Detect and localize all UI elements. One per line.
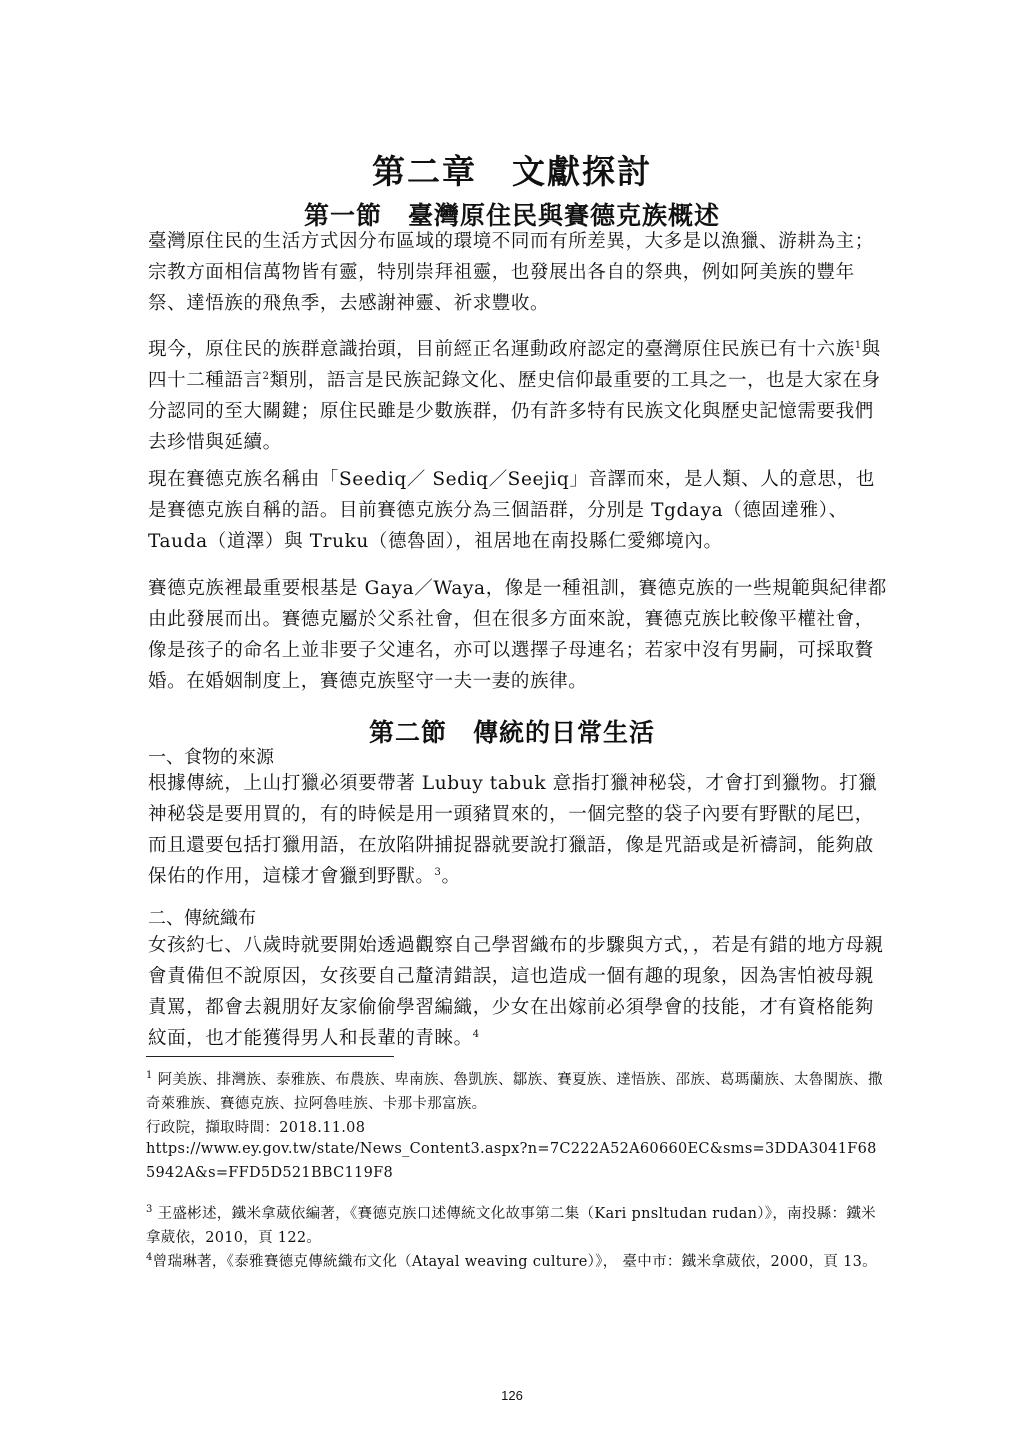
paragraph-text: 女孩約七、八歲時就要開始透過觀察自己學習織布的步驟與方式，，若是有錯的地方母親會責備但不說原因，女孩要自己釐清錯誤，這也造成一個有趣的現象，因為害怕被母親責罵，都會去親朋好友家偷偷學習編織，少女在出嫁前必須學會的技能，才有資格能夠紋面，也才能獲得男人和長輩的青睞。 bbox=[148, 935, 884, 1049]
section-1-title: 第一節 臺灣原住民與賽德克族概述 bbox=[303, 201, 720, 230]
paragraph-text: 根據傳統，上山打獵必須要帶著 Lubuy tabuk 意指打獵神秘袋，才會打到獵物。打獵神秘袋是要用買的，有的時候是用一頭豬買來的，一個完整的袋子內要有野獸的尾巴，而且還要包括打獵用語，在放陷阱捕捉器就要說打獵語，像是咒語或是祈禱詞，能夠啟保佑的作用，這樣才會獵到野獸。 bbox=[148, 773, 878, 887]
section-1-paragraph-1: 臺灣原住民的生活方式因分布區域的環境不同而有所差異，大多是以漁獵、游耕為主；宗教方面相信萬物皆有靈，特別崇拜祖靈，也發展出各自的祭典，例如阿美族的豐年祭、達悟族的飛魚季，去感謝神靈、祈求豐收。 bbox=[148, 231, 874, 314]
section-1-paragraph-3: 現在賽德克族名稱由「Seediq／ Sediq／Seejiq」音譯而來，是人類、人的意思，也是賽德克族自稱的語。目前賽德克族分為三個語群，分別是 Tgdaya（德固達雅）、Tauda（道澤）與 Truku（德魯固），祖居地在南投縣仁愛鄉境內。 bbox=[148, 469, 875, 552]
footnote-divider bbox=[146, 1056, 394, 1057]
footnote-ref-3: 3 bbox=[434, 866, 442, 878]
footnote-mark: 3 bbox=[146, 1204, 153, 1216]
footnote-ref-1: 1 bbox=[854, 339, 862, 351]
page-number: 126 bbox=[501, 1388, 523, 1403]
subheading-weaving: 二、傳統織布 bbox=[148, 908, 256, 929]
footnote-mark: 1 bbox=[146, 1070, 153, 1082]
footnote-mark: 4 bbox=[146, 1252, 153, 1264]
footnote-1-url[interactable]: https://www.ey.gov.tw/state/News_Content3.aspx?n=7C222A52A60660EC&sms=3DDA3041F685942A&s=FFD5D521BBC119F8 bbox=[146, 1141, 877, 1181]
footnote-1 bbox=[146, 1068, 886, 1116]
footnote-3 bbox=[146, 1202, 886, 1250]
section-2-title: 第二節 傳統的日常生活 bbox=[368, 718, 655, 747]
footnote-ref-4: 4 bbox=[472, 1028, 480, 1040]
paragraph-text: 。 bbox=[441, 866, 461, 887]
section-2-paragraph-2 bbox=[148, 930, 888, 1054]
footnote-ref-2: 2 bbox=[262, 370, 270, 382]
paragraph-text: 與四十二種語言 bbox=[148, 339, 881, 391]
footnote-text: 曾瑞琳著，《泰雅賽德克傳統織布文化（Atayal weaving culture）》， 臺中市：鐵米拿葳依，2000，頁 13。 bbox=[152, 1254, 877, 1270]
footnote-4 bbox=[146, 1250, 886, 1274]
footnote-1-source: 行政院，擷取時間：2018.11.08 bbox=[146, 1120, 366, 1136]
footnote-text: 王盛彬述，鐵米拿葳依編著，《賽德克族口述傳統文化故事第二集（Kari pnsltudan rudan）》，南投縣：鐵米拿葳依，2010，頁 122。 bbox=[146, 1206, 876, 1246]
paragraph-text: 現今，原住民的族群意識抬頭，目前經正名運動政府認定的臺灣原住民族已有十六族 bbox=[148, 339, 855, 360]
paragraph-text: 類別，語言是民族記錄文化、歷史信仰最重要的工具之一，也是大家在身分認同的至大關鍵；原住民雖是少數族群，仍有許多特有民族文化與歷史記憶需要我們去珍惜與延續。 bbox=[148, 370, 881, 453]
section-2-paragraph-1 bbox=[148, 768, 888, 892]
section-1-paragraph-4: 賽德克族裡最重要根基是 Gaya／Waya，像是一種祖訓，賽德克族的一些規範與紀律都由此發展而出。賽德克屬於父系社會，但在很多方面來說，賽德克族比較像平權社會，像是孩子的命名上並非要子父連名，亦可以選擇子母連名；若家中沒有男嗣，可採取贅婚。在婚姻制度上，賽德克族堅守一夫一妻的族律。 bbox=[148, 578, 887, 692]
chapter-title: 第二章 文獻探討 bbox=[372, 152, 652, 191]
subheading-food-source: 一、食物的來源 bbox=[148, 747, 274, 768]
footnote-text: 阿美族、排灣族、泰雅族、布農族、卑南族、魯凱族、鄒族、賽夏族、達悟族、邵族、葛瑪蘭族、太魯閣族、撒奇萊雅族、賽德克族、拉阿魯哇族、卡那卡那富族。 bbox=[146, 1072, 883, 1112]
section-1-paragraph-2 bbox=[148, 334, 888, 458]
